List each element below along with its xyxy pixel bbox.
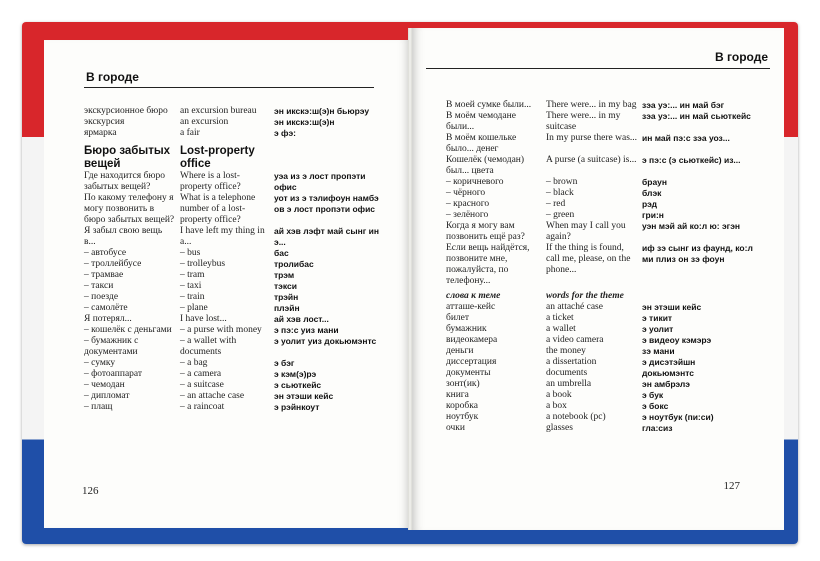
english-phrase: a fair (180, 128, 200, 138)
phrase-row (446, 188, 764, 199)
russian-phrase: – дипломат (84, 391, 130, 401)
transcription: э кэм(э)рэ (274, 369, 317, 379)
english-phrase: – a suitcase (180, 380, 224, 390)
russian-phrase: Я забыл свою вещь в... (84, 226, 163, 247)
page-number: 126 (82, 485, 99, 497)
russian-phrase: – сумку (84, 358, 116, 368)
russian-phrase: – фотоаппарат (84, 369, 143, 379)
transcription: зэа уэ:... ин май сьюткейс (642, 111, 751, 121)
transcription: гла:сиз (642, 423, 673, 433)
russian-phrase: экскурсионное бюро (84, 106, 168, 116)
phrase-row (84, 226, 384, 248)
transcription: эн икскэ:ш(э)н (274, 117, 335, 127)
english-phrase: When may I call you again? (546, 221, 626, 242)
phrase-row (446, 324, 764, 335)
phrase-row (84, 248, 384, 259)
english-phrase: – a purse with money (180, 325, 262, 335)
english-phrase: a notebook (pc) (546, 412, 606, 422)
english-phrase: Lost-property office (180, 145, 255, 170)
english-phrase: – train (180, 292, 205, 302)
phrase-row (446, 221, 764, 243)
phrase-row (446, 423, 764, 434)
russian-phrase: билет (446, 313, 470, 323)
transcription: трэйн (274, 292, 299, 302)
transcription: эн амбрэлэ (642, 379, 690, 389)
english-phrase: – plane (180, 303, 208, 313)
phrase-row (446, 313, 764, 324)
english-phrase: a box (546, 401, 567, 411)
phrase-row (446, 335, 764, 346)
subheading-row (446, 291, 764, 302)
phrase-row (446, 401, 764, 412)
page-number: 127 (723, 480, 740, 492)
phrase-row (84, 292, 384, 303)
russian-phrase: В моей сумке были... (446, 100, 532, 110)
english-phrase: There were... in my bag (546, 100, 637, 110)
header-rule (84, 87, 374, 88)
phrase-row (446, 412, 764, 423)
russian-phrase: – чёрного (446, 188, 486, 198)
running-head: В городе (86, 70, 139, 84)
russian-phrase: Когда я могу вам позвонить ещё раз? (446, 221, 525, 242)
english-phrase: – an attache case (180, 391, 245, 401)
phrase-row (84, 314, 384, 325)
transcription: э тикит (642, 313, 673, 323)
left-page (44, 40, 410, 528)
russian-phrase: слова к теме (446, 291, 501, 301)
english-phrase: – a camera (180, 369, 222, 379)
russian-phrase: В моём чемодане были... (446, 111, 516, 132)
russian-phrase: атташе-кейс (446, 302, 496, 312)
phrase-row (446, 368, 764, 379)
transcription: уэа из э лост пропэти офис (274, 171, 366, 192)
english-phrase: – a wallet with documents (180, 336, 237, 357)
phrase-row (84, 281, 384, 292)
english-phrase: a book (546, 390, 572, 400)
english-phrase: an attaché case (546, 302, 603, 312)
russian-phrase: зонт(ик) (446, 379, 480, 389)
russian-phrase: По какому телефону я могу позвонить в бюро забытых вещей? (84, 193, 175, 225)
phrase-row (84, 128, 384, 139)
russian-phrase: видеокамера (446, 335, 498, 345)
russian-phrase: коробка (446, 401, 478, 411)
english-phrase: – a bag (180, 358, 208, 368)
russian-phrase: Кошелёк (чемодан) был... цвета (446, 155, 525, 176)
english-phrase: a video camera (546, 335, 604, 345)
russian-phrase: документы (446, 368, 491, 378)
transcription: трэм (274, 270, 295, 280)
phrase-row (446, 133, 764, 155)
phrase-row (446, 199, 764, 210)
phrase-row (446, 390, 764, 401)
transcription: докьюмэнтс (642, 368, 694, 378)
phrase-row (446, 111, 764, 133)
russian-phrase: очки (446, 423, 465, 433)
transcription: тролибас (274, 259, 314, 269)
transcription: э уолит уиз докьюмэнтс (274, 336, 377, 346)
english-phrase: – trolleybus (180, 259, 226, 269)
english-phrase: I have lost... (180, 314, 227, 324)
transcription: э бэг (274, 358, 295, 368)
phrase-row (446, 346, 764, 357)
russian-phrase: В моём кошельке было... денег (446, 133, 517, 154)
english-phrase: – brown (546, 177, 578, 187)
phrase-row (84, 325, 384, 336)
phrase-row (84, 358, 384, 369)
running-head: В городе (715, 50, 768, 64)
english-phrase: a ticket (546, 313, 574, 323)
russian-phrase: – красного (446, 199, 490, 209)
phrase-row (446, 302, 764, 313)
russian-phrase: книга (446, 390, 469, 400)
transcription: браун (642, 177, 668, 187)
english-phrase: I have left my thing in a... (180, 226, 265, 247)
phrase-table (446, 100, 764, 434)
russian-phrase: – плащ (84, 402, 113, 412)
russian-phrase: бумажник (446, 324, 487, 334)
russian-phrase: – поезде (84, 292, 119, 302)
transcription: зэа уэ:... ин май бэг (642, 100, 725, 110)
phrase-row (446, 100, 764, 111)
russian-phrase: – кошелёк с деньгами (84, 325, 172, 335)
russian-phrase: – самолёте (84, 303, 128, 313)
section-heading-row (84, 145, 384, 171)
transcription: э фэ: (274, 128, 297, 138)
english-phrase: – green (546, 210, 575, 220)
russian-phrase: – зелёного (446, 210, 489, 220)
english-phrase: – a raincoat (180, 402, 225, 412)
transcription: уэн мэй ай ко:л ю: эгэн (642, 221, 741, 231)
right-page (412, 28, 784, 530)
russian-phrase: ноутбук (446, 412, 479, 422)
russian-phrase: Где находится бюро забытых вещей? (84, 171, 165, 192)
english-phrase: glasses (546, 423, 573, 433)
english-phrase: A purse (a suitcase) is... (546, 155, 637, 165)
russian-phrase: – трамвае (84, 270, 124, 280)
english-phrase: an umbrella (546, 379, 592, 389)
english-phrase: the money (546, 346, 586, 356)
transcription: ай хэв лэфт май сынг ин э... (274, 226, 380, 247)
transcription: эн этэши кейс (642, 302, 702, 312)
english-phrase: documents (546, 368, 588, 378)
russian-phrase: ярмарка (84, 128, 117, 138)
transcription: ай хэв лост... (274, 314, 329, 324)
russian-phrase: – троллейбусе (84, 259, 142, 269)
transcription: э сьюткейс (274, 380, 322, 390)
russian-phrase: – бумажник с документами (84, 336, 139, 357)
transcription: э видеоу кэмэрэ (642, 335, 712, 345)
russian-phrase: диссертация (446, 357, 497, 367)
phrase-table (84, 106, 384, 413)
russian-phrase: экскурсия (84, 117, 125, 127)
english-phrase: Where is a lost-property office? (180, 171, 241, 192)
transcription: э пэ:с (э сьюткейс) из... (642, 155, 741, 165)
transcription: зэ мани (642, 346, 675, 356)
russian-phrase: деньги (446, 346, 474, 356)
english-phrase: In my purse there was... (546, 133, 638, 143)
english-phrase: an excursion (180, 117, 229, 127)
russian-phrase: – такси (84, 281, 114, 291)
phrase-row (446, 243, 764, 287)
phrase-row (84, 106, 384, 117)
russian-phrase: – чемодан (84, 380, 125, 390)
english-phrase: – tram (180, 270, 205, 280)
transcription: э ноутбук (пи:си) (642, 412, 714, 422)
transcription: блэк (642, 188, 662, 198)
english-phrase: There were... in my suitcase (546, 111, 621, 132)
transcription: э бук (642, 390, 664, 400)
phrase-row (446, 357, 764, 368)
transcription: иф зэ сынг из фаунд, ко:л ми плиз он зэ фоун (642, 243, 753, 264)
english-phrase: If the thing is found, call me, please, on the phone... (546, 243, 631, 275)
english-phrase: a wallet (546, 324, 576, 334)
header-rule (426, 68, 770, 69)
english-phrase: – taxi (180, 281, 202, 291)
transcription: э рэйнкоут (274, 402, 320, 412)
english-phrase: – red (546, 199, 566, 209)
phrase-row (446, 379, 764, 390)
phrase-row (84, 402, 384, 413)
russian-phrase: – автобусе (84, 248, 127, 258)
english-phrase: What is a telephone number of a lost-property office? (180, 193, 256, 225)
transcription: рэд (642, 199, 658, 209)
phrase-row (84, 171, 384, 193)
phrase-row (84, 391, 384, 402)
phrase-row (446, 155, 764, 177)
transcription: э пэ:с уиз мани (274, 325, 339, 335)
russian-phrase: Я потерял... (84, 314, 132, 324)
english-phrase: a dissertation (546, 357, 597, 367)
transcription: э дисэтэйшн (642, 357, 696, 367)
phrase-row (84, 380, 384, 391)
transcription: уот из э тэлифоун намбэ ов э лост пропэти офис (274, 193, 379, 214)
transcription: эн икскэ:ш(э)н бьюрэу (274, 106, 370, 116)
phrase-row (84, 270, 384, 281)
transcription: гри:н (642, 210, 664, 220)
transcription: бас (274, 248, 289, 258)
russian-phrase: Бюро забытых вещей (84, 145, 171, 170)
transcription: эн этэши кейс (274, 391, 334, 401)
transcription: тэкси (274, 281, 297, 291)
phrase-row (84, 193, 384, 226)
phrase-row (446, 177, 764, 188)
transcription: э уолит (642, 324, 674, 334)
russian-phrase: Если вещь найдётся, позвоните мне, пожалуйста, по телефону... (446, 243, 530, 286)
transcription: э бокс (642, 401, 669, 411)
english-phrase: an excursion bureau (180, 106, 257, 116)
phrase-row (84, 303, 384, 314)
phrase-row (84, 336, 384, 358)
russian-phrase: – коричневого (446, 177, 504, 187)
transcription: плэйн (274, 303, 300, 313)
english-phrase: words for the theme (546, 291, 624, 301)
phrase-row (446, 210, 764, 221)
phrase-row (84, 117, 384, 128)
phrase-row (84, 259, 384, 270)
transcription: ин май пэ:с зэа уоз... (642, 133, 730, 143)
english-phrase: – black (546, 188, 574, 198)
english-phrase: – bus (180, 248, 201, 258)
phrase-row (84, 369, 384, 380)
